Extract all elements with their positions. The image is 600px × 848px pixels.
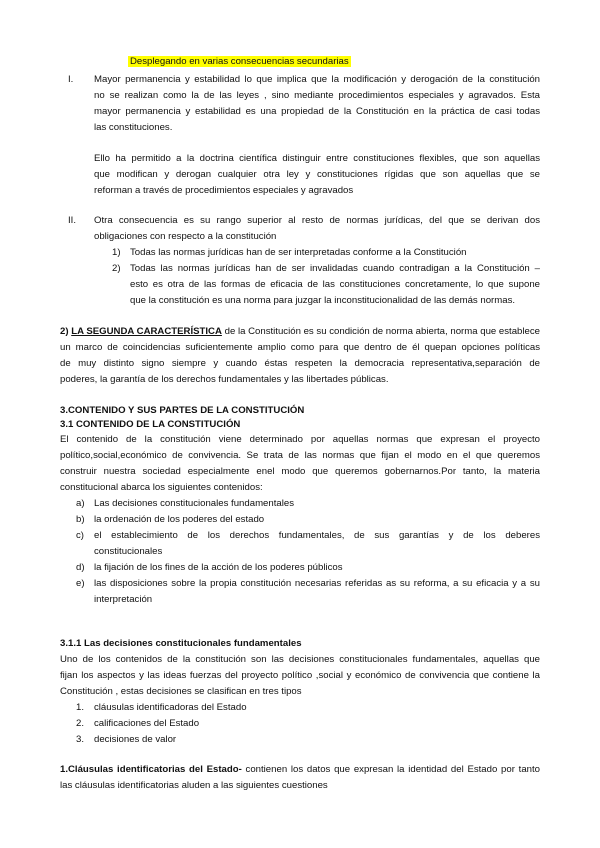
list-item: las disposiciones sobre la propia constitución necesarias referidas as su reforma, a su eficacia y a su [94,578,540,589]
numbered-item: cláusulas identificadoras del Estado [94,702,247,713]
numbered-marker-3: 3. [76,734,85,745]
list-item: el establecimiento de los derechos fundamentales, de sus garantías y de los deberes [94,530,540,541]
list-item: Las decisiones constitucionales fundamentales [94,498,294,509]
section311-line: Uno de los contenidos de la constitución son las decisiones constitucionales fundamentales, aquellas que [60,654,540,665]
list-marker-d: d) [76,562,85,573]
section3-line: construir nuestra sociedad especialmente enel modo que queremos gobernarnos.Por tanto, la materia [60,466,540,477]
section311-line: fijan los aspectos y las ideas fuerzas del proyecto político ,social y económico de convivencia que contiene la [60,670,540,681]
sub-item-line: esto es otra de las formas de eficacia de las constituciones concretamente, lo que supone [130,279,540,290]
list-marker-a: a) [76,498,85,509]
sub-item-line: que la constitución es una norma para juzgar la inconstitucionalidad de las demás normas. [130,295,516,306]
list-item: constitucionales [94,546,163,557]
list-item: interpretación [94,594,153,605]
sub-marker-2: 2) [112,263,121,274]
numbered-item: decisiones de valor [94,734,177,745]
numbered-marker-1: 1. [76,702,85,713]
list-item: la ordenación de los poderes del estado [94,514,265,525]
sub-item-line: Todas las normas jurídicas han de ser interpretadas conforme a la Constitución [130,247,467,258]
section3-line: político,social,económico de convivencia. Se trata de las normas que fijan el modo en el que queremos [60,450,540,461]
second-char-heading: LA SEGUNDA CARACTERÍSTICA [71,326,222,337]
list-marker-e: e) [76,578,85,589]
second-char-line: un marco de coincidencias suficientemente amplio como para que dentro de él quepan opciones políticas [60,342,540,353]
section31-title: 3.1 CONTENIDO DE LA CONSTITUCIÓN [60,419,241,430]
section3-line: El contenido de la constitución viene determinado por aquellas normas que expresan el proyecto [60,434,540,445]
item1-line: no se realizan como la de las leyes , sino mediante procedimientos especiales y agravados. Esta [94,90,540,101]
roman-marker-1: I. [68,74,74,85]
item1-para2-line: Ello ha permitido a la doctrina científica distinguir entre constituciones flexibles, que son aquellas [94,153,540,164]
second-char-line: poderes, la garantía de los derechos fundamentales y las libertades públicas. [60,374,389,385]
clausulas-rest: contienen los datos que expresan la identidad del Estado por tanto [241,764,540,775]
section311-title: 3.1.1 Las decisiones constitucionales fundamentales [60,638,302,649]
numbered-marker-2: 2. [76,718,85,729]
roman-marker-2: II. [68,215,76,226]
item1-para2-line: que modifican y derogan cualquier otra ley y constituciones rígidas que son aquellas que se [94,169,540,180]
list-marker-b: b) [76,514,85,525]
item2-line: obligaciones con respecto a la constitución [94,231,277,242]
highlight-text: Desplegando en varias consecuencias secundarias [130,56,349,67]
item2-line: Otra consecuencia es su rango superior al resto de normas jurídicas, del que se derivan dos [94,215,540,226]
second-char-prefix: 2) [60,326,72,337]
item1-para2-line: reforman a través de procedimientos especiales y agravados [94,185,354,196]
clausulas-heading: 1.Cláusulas identificatorias del Estado- [60,764,242,775]
clausulas-line [60,764,540,776]
sub-item-line: Todas las normas jurídicas han de ser invalidadas cuando contradigan a la Constitución – [130,263,540,274]
section3-line: constitucional abarca los siguientes contenidos: [60,482,263,493]
second-char-rest: de la Constitución es su condición de norma abierta, norma que establece [221,326,540,337]
sub-marker-1: 1) [112,247,121,258]
list-item: la fijación de los fines de la acción de los poderes públicos [94,562,343,573]
second-char-line [60,326,540,338]
second-char-line: de muy distinto signo siempre y cuando éstas respeten la democracia representativa,separación de [60,358,540,369]
section3-title: 3.CONTENIDO Y SUS PARTES DE LA CONSTITUCIÓN [60,405,305,416]
item1-line: las constituciones. [94,122,173,133]
clausulas-line: las cláusulas identificatorias aluden a las siguientes cuestiones [60,780,328,791]
numbered-item: calificaciones del Estado [94,718,200,729]
item1-line: Mayor permanencia y estabilidad lo que implica que la modificación y derogación de la constitución [94,74,540,85]
item1-line: mayor permanencia y estabilidad es una propiedad de la Constitución en la práctica de casi todas [94,106,540,117]
list-marker-c: c) [76,530,84,541]
section311-line: Constitución , estas decisiones se clasifican en tres tipos [60,686,302,697]
highlighted-heading [128,56,351,68]
